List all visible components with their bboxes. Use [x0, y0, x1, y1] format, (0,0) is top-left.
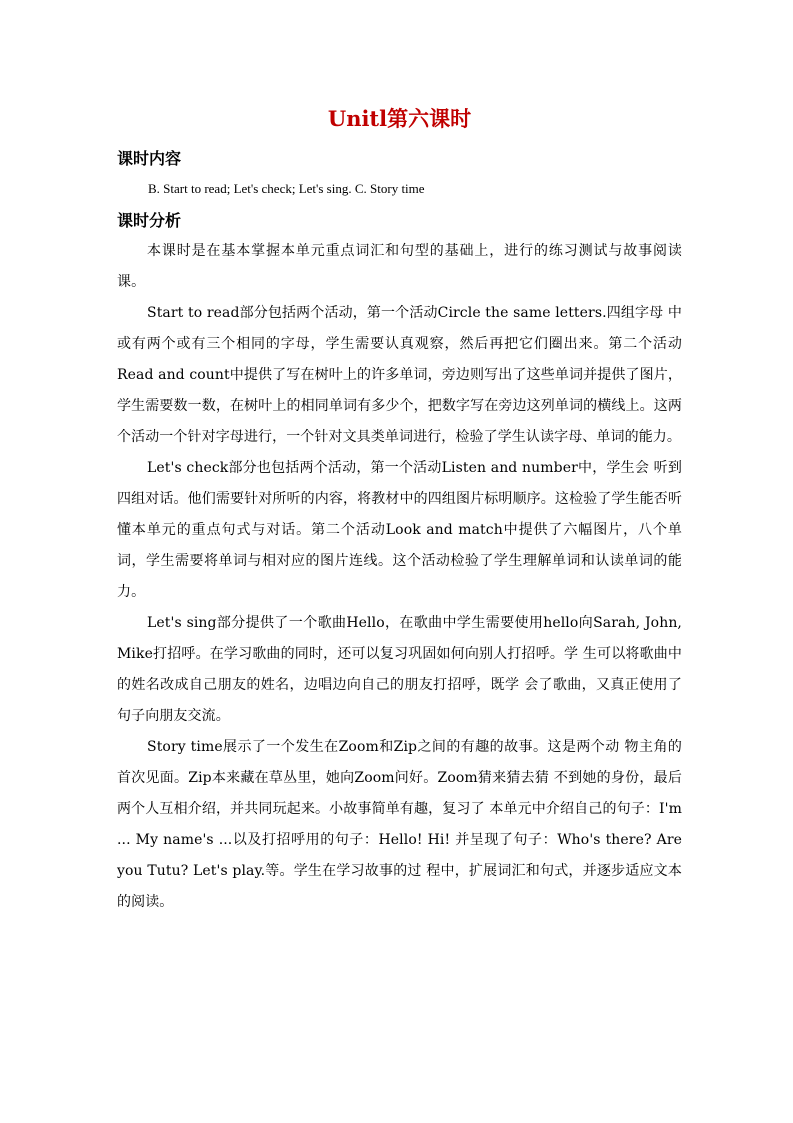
- section-heading-content: 课时内容: [117, 149, 182, 168]
- analysis-paragraph-4: Let's sing部分提供了一个歌曲Hello，在歌曲中学生需要使用hello向Sarah, John, Mike打招呼。在学习歌曲的同时，还可以复习巩固如何向别人打招呼。学 生可以将歌曲中的姓名改成自己朋友的姓名，边唱边向自己的朋友打招呼，既学 会了歌曲，又真正使用了句子向朋友交流。: [117, 615, 682, 724]
- section-heading-analysis: 课时分析: [117, 211, 182, 230]
- page-title: Unitl第六课时: [327, 106, 472, 131]
- analysis-body: [117, 236, 682, 918]
- lesson-content-text: B. Start to read; Let's check; Let's sing. C. Story time: [148, 181, 425, 196]
- analysis-paragraph-5: Story time展示了一个发生在Zoom和Zip之间的有趣的故事。这是两个动 物主角的首次见面。Zip本来藏在草丛里，她向Zoom问好。Zoom猜来猜去猜 不到她的身份，最后两个人互相介绍，并共同玩起来。小故事简单有趣，复习了 本单元中介绍自己的句子：I'm ... My name's ...以及打招呼用的句子：Hello! Hi! 并呈现了句子：Who's there? Are you Tutu? Let's play.等。学生在学习故事的过 程中，扩展词汇和句式，并逐步适应文本的阅读。: [117, 739, 682, 910]
- analysis-paragraph-3: Let's check部分也包括两个活动，第一个活动Listen and number中，学生会 听到四组对话。他们需要针对所听的内容，将教材中的四组图片标明顺序。这检验了学生能否听懂本单元的重点句式与对话。第二个活动Look and match中提供了六幅图片，八个单词，学生需要将单词与相对应的图片连线。这个活动检验了学生理解单词和认读单词的能力。: [117, 460, 682, 600]
- analysis-paragraph-1: 本课时是在基本掌握本单元重点词汇和句型的基础上，进行的练习测试与故事阅读课。: [117, 243, 682, 290]
- document-page: [117, 104, 682, 918]
- analysis-paragraph-2: Start to read部分包括两个活动，第一个活动Circle the same letters.四组字母 中或有两个或有三个相同的字母，学生需要认真观察，然后再把它们圈出来。第二个活动Read and count中提供了写在树叶上的许多单词，旁边则写出了这些单词并提供了图片，学生需要数一数，在树叶上的相同单词有多少个，把数字写在旁边这列单词的横线上。这两个活动一个针对字母进行，一个针对文具类单词进行，检验了学生认读字母、单词的能力。: [117, 305, 682, 445]
